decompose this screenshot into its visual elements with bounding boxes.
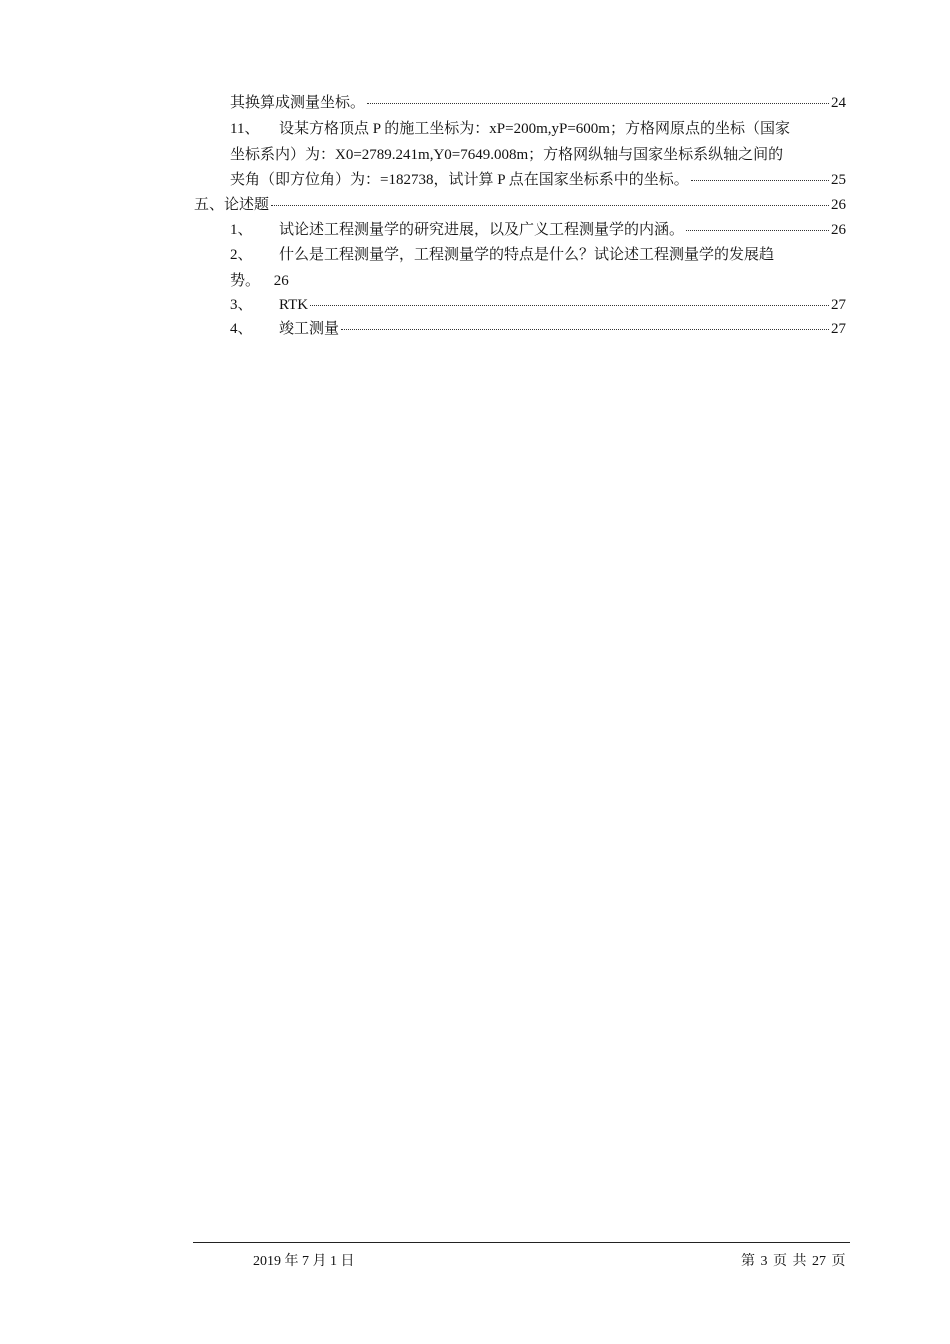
toc-entry-text: 竣工测量: [279, 321, 340, 337]
toc-page-number: 26: [831, 197, 846, 213]
toc-item-2-line2[interactable]: [230, 272, 289, 290]
toc-page-number: 26: [831, 222, 846, 238]
toc-page-number: 25: [831, 172, 846, 188]
toc-entry-text: 设某方格顶点 P 的施工坐标为：xP=200m,yP=600m；方格网原点的坐标（国家: [279, 121, 790, 137]
toc-entry-text: 夹角（即方位角）为：=182738，试计算 P 点在国家坐标系中的坐标。: [230, 172, 689, 188]
toc-item-4[interactable]: [230, 320, 846, 338]
toc-page-number: 27: [831, 321, 846, 337]
toc-page-number: 24: [831, 95, 846, 111]
toc-entry-11-line3[interactable]: [230, 171, 846, 189]
toc-entry-text: 坐标系内）为：X0=2789.241m,Y0=7649.008m；方格网纵轴与国家坐标系纵轴之间的: [230, 147, 784, 163]
footer-divider: [193, 1242, 850, 1243]
toc-entry-number: 11、: [230, 121, 260, 137]
toc-item-1[interactable]: [230, 221, 846, 239]
toc-entry-text: 势。: [230, 273, 261, 289]
toc-entry-number: 2、: [230, 247, 253, 263]
toc-item-3[interactable]: [230, 296, 846, 314]
toc-leader: [686, 218, 829, 231]
toc-entry-number: 4、: [230, 321, 253, 337]
toc-leader: [341, 317, 829, 330]
toc-section-title: 五、论述题: [194, 197, 270, 213]
toc-entry-text: RTK: [279, 297, 309, 313]
toc-entry-11-line1[interactable]: [230, 120, 850, 138]
toc-entry-11-line2: [230, 146, 850, 164]
toc-entry-text: 什么是工程测量学，工程测量学的特点是什么？试论述工程测量学的发展趋: [279, 247, 775, 263]
toc-entry-number: 1、: [230, 222, 253, 238]
toc-section-5[interactable]: [194, 196, 846, 214]
toc-entry-10-cont[interactable]: [230, 94, 846, 112]
toc-page-number: 26: [273, 273, 289, 289]
toc-leader: [310, 293, 829, 306]
toc-item-2-line1[interactable]: [230, 246, 850, 264]
toc-entry-text: 试论述工程测量学的研究进展，以及广义工程测量学的内涵。: [279, 222, 685, 238]
toc-leader: [691, 168, 829, 181]
toc-entry-number: 3、: [230, 297, 253, 313]
footer-page-info: 第 3 页 共 27 页: [741, 1254, 846, 1269]
footer-date: 2019 年 7 月 1 日: [253, 1254, 355, 1269]
toc-leader: [271, 193, 829, 206]
toc-page-number: 27: [831, 297, 846, 313]
toc-entry-text: 其换算成测量坐标。: [230, 95, 366, 111]
toc-leader: [367, 91, 829, 104]
